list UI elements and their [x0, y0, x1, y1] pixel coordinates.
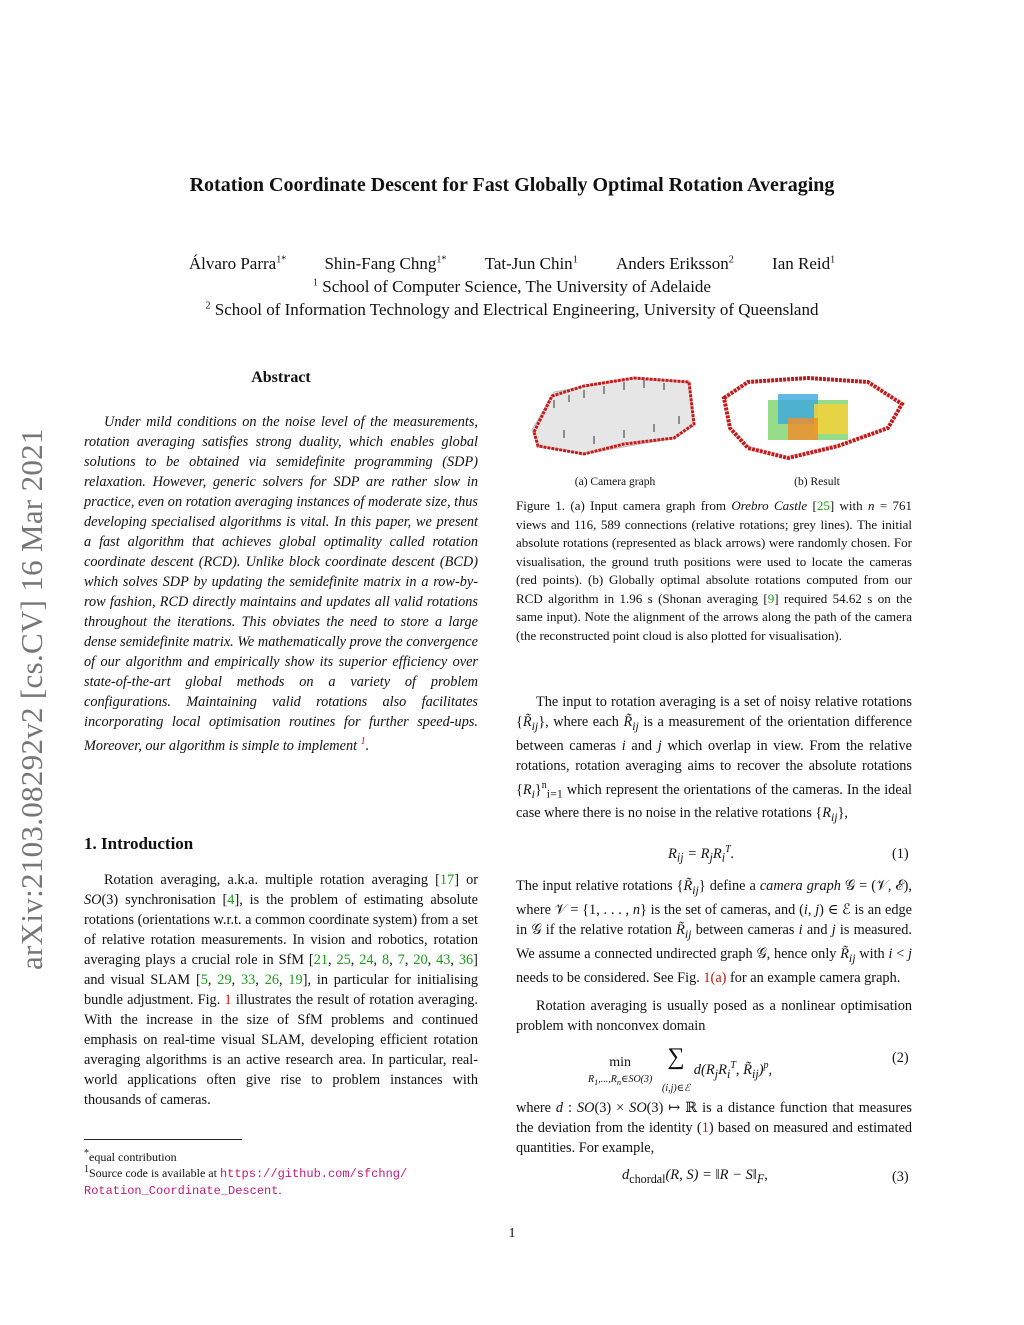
affiliation-2: $^2$ School of Information Technology and Electrical Engineering, University of Queensland — [205, 300, 819, 319]
paper-title: Rotation Coordinate Descent for Fast Globally Optimal Rotation Averaging — [189, 174, 835, 196]
equation-1: $R_{ij} = R_jR_i^T$. — [668, 844, 735, 865]
footnote-equal: *equal contribution — [84, 1148, 177, 1164]
abstract-text: Under mild conditions on the noise level of the measurements, rotation averaging satisfies strong duality, which enables global solutions to be obtained via semidefinite programming (SDP) relaxation. However, generic solvers for SDP are rather slow in practice, even on rotation averaging instances of moderate size, thus developing specialised algorithms is vital. In this paper, we present a fast algorithm that achieves global optimality called rotation coordinate descent (RCD). Unlike block coordinate descent (BCD) which solves SDP by updating the semidefinite matrix in a row-by-row fashion, RCD directly maintains and updates all valid rotations throughout the iterations. This obviates the need to store a large dense semidefinite matrix. We mathematically prove the convergence of our algorithm and empirically show its superior efficiency over state-of-the-art global methods on a variety of problem configurations. Maintaining valid rotations also facilitates incorporating local optimisation routines for further speed-ups. Moreover, our algorithm is simple to implement $^1$. — [84, 414, 478, 754]
footnote-source: $^1$Source code is available at https://github.com/sfchng/ Rotation_Coordinate_Descent. — [84, 1164, 408, 1198]
author: Tat-Jun Chin$^1$ — [484, 254, 578, 273]
source-link[interactable]: https://github.com/sfchng/ — [219, 1167, 408, 1181]
affiliation-1: $^1$ School of Computer Science, The University of Adelaide — [313, 277, 711, 296]
figure-caption: Figure 1. (a) Input camera graph from Orebro Castle [25] with n = 761 views and 116, 589 connections (relative rotations; grey lines). The initial absolute rotations (represented as black arrows) were randomly chosen. For visualisation, the ground truth positions were used to locate the cameras (red points). (b) Globally optimal absolute rotations computed from our RCD algorithm in 1.96 s (Shonan averaging [9] required 54.62 s on the same input). Note the alignment of the arrows along the path of the camera (the reconstructed point cloud is also plotted for visualisation). — [516, 498, 912, 643]
abstract-heading: Abstract — [251, 369, 311, 386]
page-number: 1 — [508, 1226, 516, 1241]
author-list — [0, 254, 1024, 274]
figure-result — [718, 368, 908, 468]
subcaption-b: (b) Result — [794, 476, 840, 488]
equation-number: (1) — [892, 846, 909, 862]
author: Ian Reid$^1$ — [772, 254, 836, 273]
body-paragraph: The input relative rotations $\{R̃_{ij}\}$ define a camera graph 𝒢 = (𝒱, ℰ), where 𝒱 = {1, . . . , n} is the set of cameras, and (i, j) ∈ ℰ is an edge in 𝒢 if the relative rotation $R̃_{ij}$ between cameras i and j is measured. We assume a connected undirected graph 𝒢, hence only $R̃_{ij}$ with i < j needs to be considered. See Fig. 1(a) for an example camera graph. — [516, 878, 913, 986]
body-paragraph: where d : SO(3) × SO(3) ↦ ℝ is a distance function that measures the deviation from the identity (1) based on measured and estimated quantities. For example, — [516, 1100, 912, 1156]
equation-3: $d_{chordal}(R$, S) = ‖R − $S‖_F$, — [622, 1167, 768, 1186]
section-heading: 1. Introduction — [84, 834, 194, 853]
figure-camera-graph — [524, 368, 704, 468]
equation-number: (3) — [892, 1169, 909, 1185]
footnote-rule — [84, 1139, 242, 1140]
equation-2: min $R_1,...,R_n\in SO(3)$ ∑ (i,j)∈ℰ $d(R_jR_i^T$, $R̃_{ij})^p$, — [588, 1044, 773, 1094]
arxiv-stamp: arXiv:2103.08292v2 [cs.CV] 16 Mar 2021 — [14, 428, 49, 970]
body-paragraph: The input to rotation averaging is a set of noisy relative rotations $\{R̃_{ij}\}$, where each $R̃_{ij}$ is a measurement of the orientation difference between cameras i and j which overlap in view. From the relative rotations, rotation averaging aims to recover the absolute rotations $\{R_i\}^n_{i=1}$ which represent the orientations of the cameras. In the ideal case where there is no noise in the relative rotations $\{R_{ij}\}$, — [516, 694, 913, 825]
body-paragraph: Rotation averaging is usually posed as a nonlinear optimisation problem with nonconvex domain — [516, 998, 912, 1034]
source-link-cont[interactable]: Rotation_Coordinate_Descent — [84, 1184, 279, 1198]
author: Shin-Fang Chng$^{1*}$ — [324, 254, 447, 273]
intro-paragraph: Rotation averaging, a.k.a. multiple rotation averaging [17] or SO(3) synchronisation [4], is the problem of estimating absolute rotations (orientations w.r.t. a common coordinate system) from a set of relative rotation measurements. In vision and robotics, rotation averaging plays a crucial role in SfM [21, 25, 24, 8, 7, 20, 43, 36] and visual SLAM [5, 29, 33, 26, 19], in particular for initialising bundle adjustment. Fig. 1 illustrates the result of rotation averaging. With the increase in the size of SfM problems and continued emphasis on real-time visual SLAM, developing efficient rotation averaging algorithms is an active research area. In particular, real-world applications often give rise to problem instances with thousands of cameras. — [84, 872, 479, 1108]
subcaption-a: (a) Camera graph — [574, 476, 656, 488]
author: Anders Eriksson$^2$ — [615, 254, 734, 273]
equation-number: (2) — [892, 1050, 909, 1066]
author: Álvaro Parra$^{1*}$ — [188, 254, 287, 273]
